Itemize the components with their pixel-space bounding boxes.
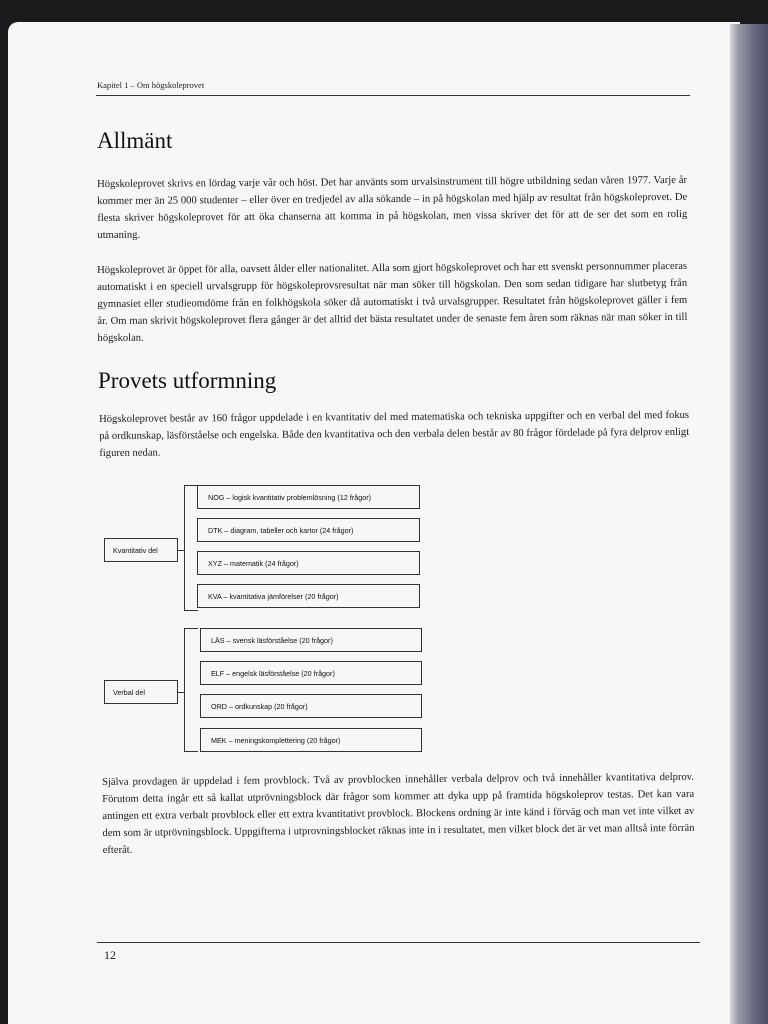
subtest-box-mek: MEK – meningskomplettering (20 frågor) [200,728,422,752]
footer-rule [97,942,700,943]
paragraph-allmant-1: Högskoleprovet skrivs en lördag varje vår och höst. Det har använts som urvalsinstrument till högre utbildning sedan våren 1977. Varje år kommer mer än 25 000 studenter – eller över en tredjedel av alla sökande – in på högskolan med hjälp av resultat från högskoleprovet. De flesta skriver högskoleprovet för att öka chanserna att komma in på högskolan, men vissa skriver det för att de ser det som en rolig utmaning. [97,174,688,241]
paragraph-allmant-2: Högskoleprovet är öppet för alla, oavsett ålder eller nationalitet. Alla som gjort högskoleprovet och har ett svenskt personnummer placeras automatiskt i en speciell urvalsgrupp för högskoleprovsresultat när man söker till högskolan. Den som sedan tidigare har slutbetyg från gymnasiet eller studieomdöme från en folkhögskola söker då automatiskt i två urvalsgrupper. Resultatet från högskoleprovet gäller i fem år. Om man skrivit högskoleprovet flera gånger är det alltid det bästa resultatet under de senaste fem åren som räknas när man söker in till högskolan. [97,260,688,344]
bracket-verbal [184,628,185,752]
subtest-box-ord: ORD – ordkunskap (20 frågor) [200,694,422,718]
connector [184,485,198,486]
subtest-box-nog: NOG – logisk kvantitativ problemlösning (12 frågor) [197,485,420,509]
group-box-verbal: Verbal del [104,680,178,704]
heading-provets-utformning: Provets utformning [98,368,277,393]
header-rule [96,95,690,96]
bracket-kvantitativ [184,485,185,611]
subtest-box-kva: KVA – kvantitativa jämförelser (20 frågor) [197,584,420,608]
subtest-box-xyz: XYZ – matematik (24 frågor) [197,551,420,575]
paragraph-utformning-closing: Själva provdagen är uppdelad i fem provblock. Två av provblocken innehåller verbala delprov och två innehåller kvantitativa delprov. Förutom detta ingår ett så kallat utprövningsblock där frågor som kommer att dyka upp på framtida högskoleprov testas. Det kan vara antingen ett extra verbalt provblock eller ett extra kvantitativt provblock. Blockens ordning är inte känd i förväg och man vet inte vilket av dem som är utprövningsblock. Uppgifterna i utprovningsblocket räknas inte in i resultatet, men vilket block det är vet man alltså inte förrän efteråt. [102,771,695,856]
heading-allmant: Allmänt [97,128,173,153]
book-gutter [730,24,768,1024]
connector [184,610,198,611]
connector [184,751,198,752]
subtest-box-elf: ELF – engelsk läsförståelse (20 frågor) [200,661,422,685]
group-box-kvantitativ: Kvantitativ del [104,538,178,562]
page-number: 12 [104,948,116,962]
subtest-box-las: LÄS – svensk läsförståelse (20 frågor) [200,628,422,652]
subtest-box-dtk: DTK – diagram, tabeller och kartor (24 frågor) [197,518,420,542]
paragraph-utformning-intro: Högskoleprovet består av 160 frågor uppdelade i en kvantitativ del med matematiska och tekniska uppgifter och en verbal del med fokus på ordkunskap, läsförståelse och engelska. Både den kvantitativa och den verbala delen består av 80 frågor fördelade på fyra delprov enligt figuren nedan. [99,409,690,459]
connector [184,628,198,629]
running-header: Kapitel 1 – Om högskoleprovet [97,80,205,90]
